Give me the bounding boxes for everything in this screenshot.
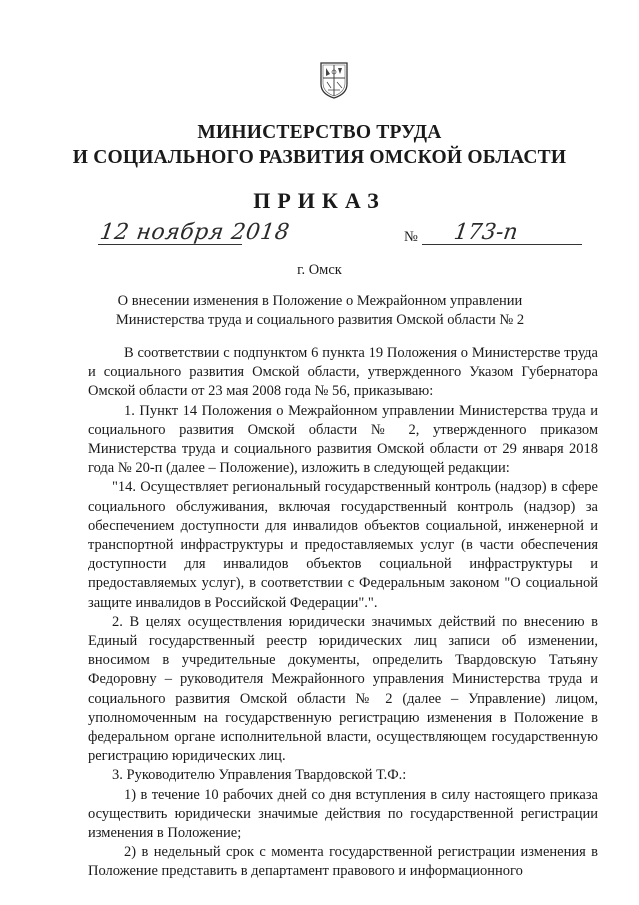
handwritten-date: 12 ноября 2018 bbox=[98, 220, 292, 245]
city-label: г. Омск bbox=[297, 262, 342, 278]
paragraph-item-1: 1. Пункт 14 Положения о Межрайонном управлении Министерства труда и социального развития Омской области № 2, утвержденного приказом Министерства труда и социального развития Омской области от 29 января 2018 года № 20-п (далее – Положение), изложить в следующей редакции: bbox=[88, 402, 598, 477]
subject-line1: О внесении изменения в Положение о Межрайонном управлении bbox=[117, 293, 523, 309]
paragraph-quoted-text: "14. Осуществляет региональный государственный контроль (надзор) в сфере социального обслуживания, включая государственный контроль (надзор) за обеспечением доступности для инвалидов объектов социальной, инженерной и транспортной инфраструктуры и предоставляемых услуг (в части обеспечения доступности для инвалидов объектов социальной инфраструктуры и предоставляемых услуг), в соответствии с Федеральным законом "О социальной защите инвалидов в Российской Федерации".". bbox=[88, 479, 598, 611]
paragraph-item-2: 2. В целях осуществления юридически значимых действий по внесению в Единый государственный реестр юридических лиц записи об изменении, вносимом в учредительные документы, определить Твардовскую Татьяну Федоровну – руководителя Межрайонного управления Министерства труда и социального развития Омской области № 2 (далее – Управление) лицом, уполномоченным на государственную регистрацию изменения в Положение в федеральном органе исполнительной власти, осуществляющем государственную регистрацию юридических лиц. bbox=[88, 613, 598, 765]
order-subject bbox=[60, 292, 580, 330]
paragraph-item-3: 3. Руководителю Управления Твардовской Т.Ф.: bbox=[112, 767, 407, 784]
number-sign: № bbox=[404, 229, 418, 245]
ministry-name-line2: И СОЦИАЛЬНОГО РАЗВИТИЯ ОМСКОЙ ОБЛАСТИ bbox=[72, 147, 567, 168]
paragraph-subitem-2: 2) в недельный срок с момента государственной регистрации изменения в Положение представить в департамент правового и информационного bbox=[88, 844, 598, 880]
number-underline bbox=[422, 244, 582, 245]
paragraph-subitem-1: 1) в течение 10 рабочих дней со дня вступления в силу настоящего приказа осуществить юридически значимые действия по государственной регистрации изменения в Положение; bbox=[88, 786, 598, 842]
omsk-coat-of-arms-icon bbox=[318, 60, 350, 100]
date-underline bbox=[98, 244, 242, 245]
document-body bbox=[88, 344, 598, 882]
handwritten-order-number: 173-п bbox=[452, 220, 520, 245]
subject-line2: Министерства труда и социального развития Омской области № 2 bbox=[115, 312, 525, 328]
paragraph-preamble: В соответствии с подпунктом 6 пункта 19 Положения о Министерстве труда и социального развития Омской области, утвержденного Указом Губернатора Омской области от 23 мая 2008 года № 56, приказываю: bbox=[88, 345, 598, 400]
ministry-name-line1: МИНИСТЕРСТВО ТРУДА bbox=[197, 122, 442, 143]
document-type-title: ПРИКАЗ bbox=[253, 188, 386, 213]
